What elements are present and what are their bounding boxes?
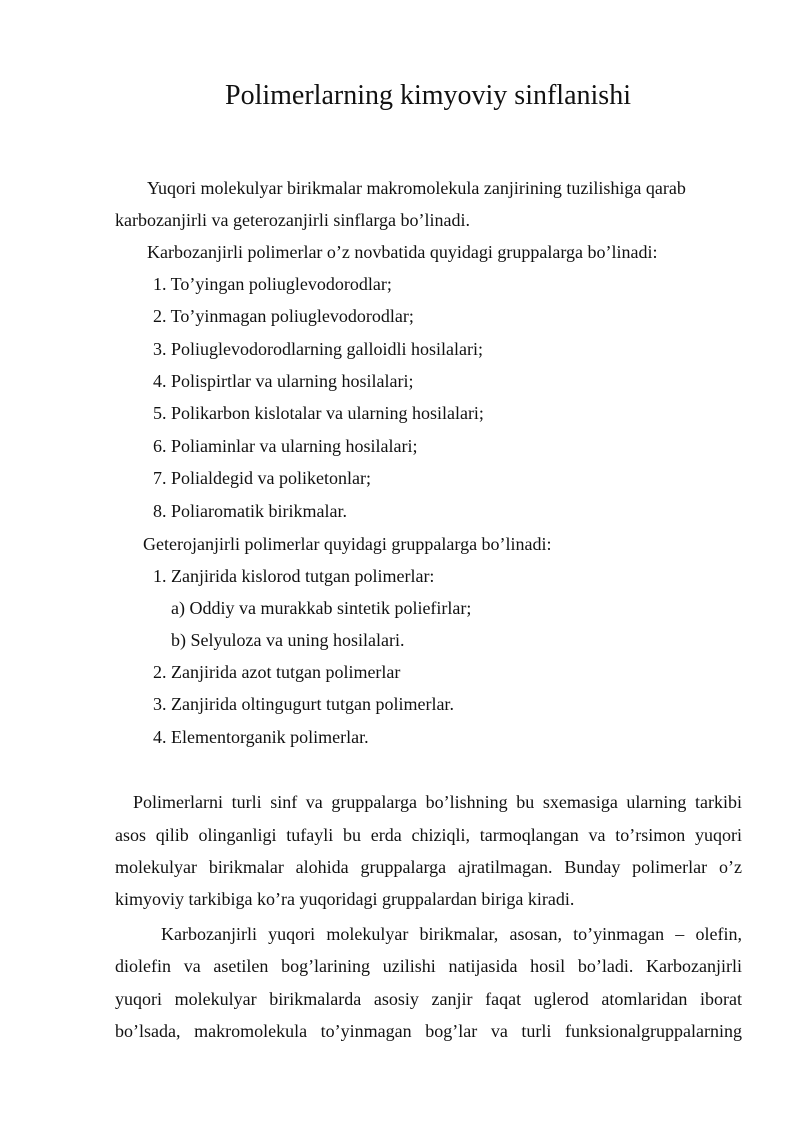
carbochain-item-7: 7. Polialdegid va poliketonlar; <box>153 468 371 488</box>
carbochain-item-4: 4. Polispirtlar va ularning hosilalari; <box>153 371 414 391</box>
carbochain-item-8: 8. Poliaromatik birikmalar. <box>153 501 347 521</box>
paragraph-2-line-1: Karbozanjirli yuqori molekulyar birikmalar, asosan, to’yinmagan – olefin, <box>161 924 742 944</box>
carbochain-item-1: 1. To’yingan poliuglevodorodlar; <box>153 274 392 294</box>
paragraph-2-line-3: yuqori molekulyar birikmalarda asosiy zanjir faqat uglerod atomlaridan iborat <box>115 989 742 1009</box>
heterochain-subitem-b: b) Selyuloza va uning hosilalari. <box>171 630 405 650</box>
paragraph-2-line-4: bo’lsada, makromolekula to’yinmagan bog’lar va turli funksionalgruppalarning <box>115 1021 742 1041</box>
heterochain-item-3: 3. Zanjirida oltingugurt tutgan polimerlar. <box>153 694 454 714</box>
intro-line-1: Yuqori molekulyar birikmalar makromolekula zanjirining tuzilishiga qarab <box>147 178 686 198</box>
heterochain-subitem-a: a) Oddiy va murakkab sintetik poliefirlar; <box>171 598 472 618</box>
paragraph-1-line-1: Polimerlarni turli sinf va gruppalarga bo’lishning bu sxemasiga ularning tarkibi <box>133 792 742 812</box>
carbochain-heading: Karbozanjirli polimerlar o’z novbatida quyidagi gruppalarga bo’linadi: <box>147 242 658 262</box>
carbochain-item-2: 2. To’yinmagan poliuglevodorodlar; <box>153 306 414 326</box>
paragraph-1-line-3: molekulyar birikmalar alohida gruppalarga ajratilmagan. Bunday polimerlar o’z <box>115 857 742 877</box>
paragraph-2-line-2: diolefin va asetilen bog’larining uzilishi natijasida hosil bo’ladi. Karbozanjirli <box>115 956 742 976</box>
carbochain-item-5: 5. Polikarbon kislotalar va ularning hosilalari; <box>153 403 484 423</box>
carbochain-item-3: 3. Poliuglevodorodlarning galloidli hosilalari; <box>153 339 483 359</box>
heterochain-item-2: 2. Zanjirida azot tutgan polimerlar <box>153 662 401 682</box>
intro-line-2: karbozanjirli va geterozanjirli sinflarga bo’linadi. <box>115 210 471 230</box>
paragraph-1-line-2: asos qilib olinganligi tufayli bu erda chiziqli, tarmoqlangan va to’rsimon yuqori <box>115 825 742 845</box>
page-title: Polimerlarning kimyoviy sinflanishi <box>225 80 631 111</box>
heterochain-heading: Geterojanjirli polimerlar quyidagi gruppalarga bo’linadi: <box>143 534 552 554</box>
heterochain-item-1: 1. Zanjirida kislorod tutgan polimerlar: <box>153 566 435 586</box>
paragraph-1-line-4: kimyoviy tarkibiga ko’ra yuqoridagi gruppalardan biriga kiradi. <box>115 889 575 909</box>
heterochain-item-4: 4. Elementorganik polimerlar. <box>153 727 369 747</box>
carbochain-item-6: 6. Poliaminlar va ularning hosilalari; <box>153 436 418 456</box>
